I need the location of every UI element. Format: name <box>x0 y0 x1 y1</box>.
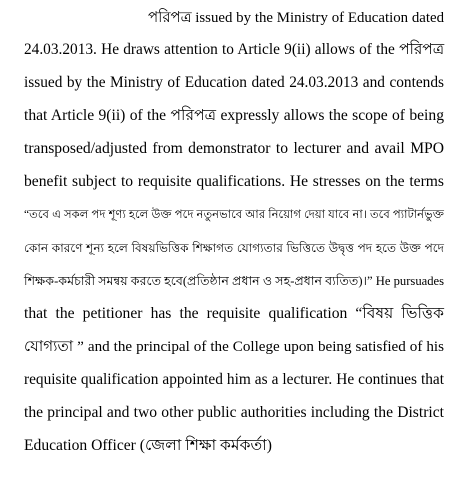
text-line: Education Officer (জেলা শিক্ষা কর্মকর্তা) <box>24 437 272 454</box>
text-line: benefit subject to requisite qualifications. He stresses on the terms <box>24 173 444 190</box>
text-line: that the petitioner has the requisite qualification “বিষয় ভিত্তিক <box>24 305 444 322</box>
text-line: শিক্ষক-কর্মচারী সমন্বয় করতে হবে(প্রতিষ্ঠান প্রধান ও সহ-প্রধান ব্যতিত)।” He pursuades <box>24 274 444 288</box>
text-line: transposed/adjusted from demonstrator to lecturer and avail MPO <box>24 140 444 157</box>
text-line: that Article 9(ii) of the পরিপত্র expressly allows the scope of being <box>24 107 444 124</box>
text-line: requisite qualification appointed him as a lecturer. He continues that <box>24 371 444 388</box>
text-line: পরিপত্র issued by the Ministry of Education dated <box>148 10 444 26</box>
text-line: “তবে এ সকল পদ শূণ্য হলে উক্ত পদে নতুনভাবে আর নিয়োগ দেয়া যাবে না। তবে প্যাটার্নভুক্ত <box>24 208 444 221</box>
text-line: 24.03.2013. He draws attention to Article 9(ii) allows of the পরিপত্র <box>24 41 444 58</box>
text-line: যোগ্যতা ” and the principal of the College upon being satisfied of his <box>24 339 444 355</box>
text-line: the principal and two other public authorities including the District <box>24 404 444 421</box>
text-line: কোন কারণে শূন্য হলে বিষয়ভিত্তিক শিক্ষাগত যোগ্যতার ভিত্তিতে উদ্বৃত্ত পদ হতে উক্ত পদে <box>24 241 444 255</box>
text-line: issued by the Ministry of Education dated 24.03.2013 and contends <box>24 74 444 91</box>
